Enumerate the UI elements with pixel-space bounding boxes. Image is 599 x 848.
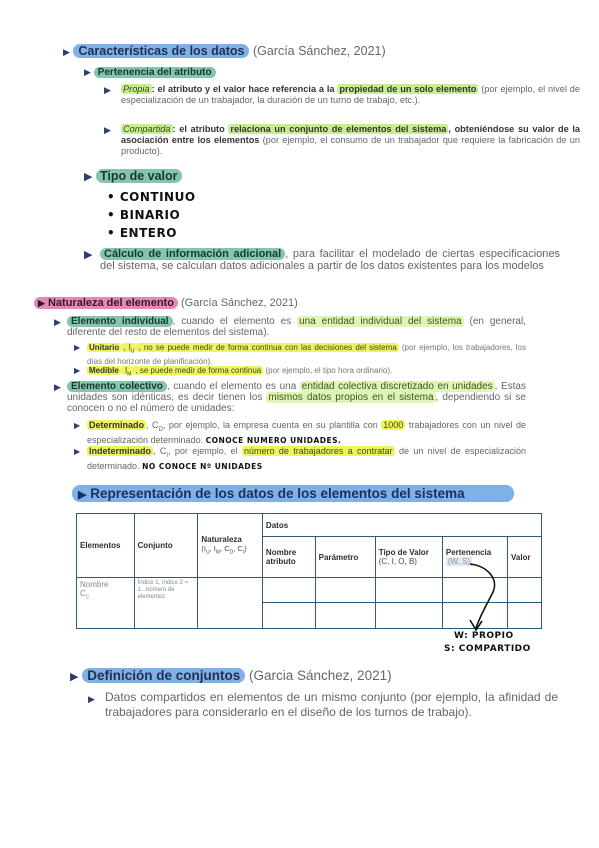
medible-term: Medible xyxy=(89,366,119,375)
section3-heading-text: Representación de los datos de los elementos del sistema xyxy=(90,486,465,501)
determinado-item xyxy=(74,420,526,446)
indeterminado-highlight: número de trabajadores a contratar xyxy=(244,446,393,456)
bullet-triangle-icon: ▶ xyxy=(74,366,81,375)
arrow-head xyxy=(470,620,482,630)
individual-text1: , cuando el elemento es xyxy=(172,316,298,327)
unitario-symbol: , $I_U$ xyxy=(123,343,135,355)
cell-empty xyxy=(315,603,375,629)
row-nombre: Nombre $C_C$ xyxy=(77,577,135,628)
compartida-item xyxy=(104,124,580,157)
medible-sub: M xyxy=(127,371,132,378)
col-valor: Valor xyxy=(508,537,542,577)
indeterminado-text2: de un nivel de especialización determinado. xyxy=(87,446,526,471)
colectivo-highlight2: mismos datos propios en el sistema xyxy=(268,392,434,403)
bullet-triangle-icon: ▶ xyxy=(54,317,61,327)
tipo-valor-heading-row xyxy=(84,169,182,183)
bullet-triangle-icon: ▶ xyxy=(38,298,45,308)
conjuntos-text: Datos compartidos en elementos de un mismo conjunto (por ejemplo, la afinidad de trabajadores para considerarlo en el diseño de los turnos de trabajo). xyxy=(105,690,558,719)
calculo-heading: Cálculo de información adicional xyxy=(100,248,285,260)
col-parametro: Parámetro xyxy=(315,537,375,577)
colectivo-item xyxy=(54,381,526,414)
cell-empty xyxy=(508,603,542,629)
handwritten-arrow xyxy=(440,560,510,635)
col-conjunto: Conjunto xyxy=(134,514,198,578)
medible-rest: (por ejemplo, el tipo hora ordinario). xyxy=(263,366,393,375)
individual-heading: Elemento individual xyxy=(67,316,173,327)
bullet-triangle-icon: ▶ xyxy=(84,249,93,261)
bullet-triangle-icon: ▶ xyxy=(70,671,79,683)
col-tipo-label: Tipo de Valor xyxy=(378,548,429,558)
medible-symbol: $I_M$ xyxy=(122,366,132,378)
medible-item xyxy=(74,366,526,380)
section3-heading-row xyxy=(72,485,514,503)
cell-empty xyxy=(262,603,315,629)
pertenencia-heading-row xyxy=(84,67,216,78)
bullet-triangle-icon: ▶ xyxy=(74,343,81,352)
individual-text2: (en general, diferente del resto de elementos del sistema). xyxy=(67,316,526,338)
col-naturaleza xyxy=(198,514,263,578)
tipo-valor-heading: Tipo de valor xyxy=(96,169,182,183)
section2-heading-text: Naturaleza del elemento xyxy=(47,297,174,309)
indeterminado-term: Indeterminado xyxy=(89,446,152,456)
unitario-rest: (por ejemplo, los trabajadores, los días del horizonte de planificación). xyxy=(87,343,527,367)
colectivo-highlight1: entidad colectiva discretizado en unidades xyxy=(301,381,493,392)
col-nombre-atributo: Nombre atributo xyxy=(262,537,315,577)
medible-highlight: , se puede medir de forma continua xyxy=(135,366,262,375)
determinado-symbol: , $C_D$ xyxy=(146,420,163,433)
colectivo-text2: . Estas unidades son idénticas, es decir tienen los xyxy=(67,381,526,403)
indeterminado-text: , por ejemplo, el xyxy=(168,446,243,456)
col-naturaleza-sub: ($I_U$, $I_M$, $C_D$, $C_I$) xyxy=(201,544,247,556)
row-conjunto: Índice 1, índice 2 = 1...número de elementos xyxy=(134,577,198,628)
handwritten-no-conoce: NO CONOCE Nº UNIDADES xyxy=(142,461,263,471)
propia-rest: (por ejemplo, el nivel de especialización de un trabajador, la duración de un turno de trabajo, etc.). xyxy=(121,84,580,105)
compartida-rest: (por ejemplo, el consumo de un trabajador que requiere la fabricación de un producto). xyxy=(121,135,580,156)
unitario-item xyxy=(74,343,526,367)
determinado-highlight: 1000 xyxy=(383,420,404,430)
calculo-text: , para facilitar el modelado de ciertas especificaciones del sistema, se calculan datos adicionales a partir de los datos existentes para los modelos xyxy=(100,248,560,272)
compartida-highlight: relaciona un conjunto de elementos del sistema xyxy=(230,124,447,134)
col-pertenencia-label: Pertenencia xyxy=(445,548,492,558)
compartida-bold2: , obteniéndose su valor de la asociación entre los elementos xyxy=(121,124,580,145)
cell-empty xyxy=(375,577,442,603)
section4-heading-row xyxy=(70,668,392,683)
section4-citation: (Garcia Sánchez, 2021) xyxy=(249,668,392,683)
individual-highlight: una entidad individual del sistema xyxy=(299,316,462,327)
colectivo-text1: , cuando el elemento es una xyxy=(166,381,300,392)
bullet-triangle-icon: ▶ xyxy=(78,489,87,501)
col-pertenencia-sub: (W, S) xyxy=(447,557,471,567)
bullet-triangle-icon: ▶ xyxy=(104,125,111,135)
determinado-text: , por ejemplo, la empresa cuenta en su plantilla con xyxy=(162,420,382,430)
compartida-term: Compartida xyxy=(123,124,171,134)
section1-citation: (García Sánchez, 2021) xyxy=(252,44,386,58)
propia-highlight: propiedad de un solo elemento xyxy=(339,84,477,94)
section1-heading-row xyxy=(63,44,386,58)
indeterminado-sub: I xyxy=(166,452,169,459)
section3-heading xyxy=(72,485,514,502)
handwritten-binario: • BINARIO xyxy=(107,208,181,222)
cell-empty xyxy=(375,603,442,629)
section4-heading: Definición de conjuntos xyxy=(82,668,245,683)
cell-empty xyxy=(262,577,315,603)
pertenencia-heading: Pertenencia del atributo xyxy=(94,67,216,78)
unitario-sub: U xyxy=(130,348,135,355)
handwritten-continuo: • CONTINUO xyxy=(107,190,196,204)
propia-item xyxy=(104,84,580,106)
unitario-highlight: , no se puede medir de forma continua con las decisiones del sistema xyxy=(138,343,397,352)
col-naturaleza-label: Naturaleza xyxy=(201,535,242,545)
determinado-term: Determinado xyxy=(89,420,145,430)
colectivo-text3: , dependiendo si se conocen o no el número de unidades: xyxy=(67,392,526,414)
cell-empty xyxy=(198,577,263,628)
section1-heading: Características de los datos xyxy=(73,44,249,58)
handwritten-w-propio: W: PROPIO xyxy=(454,631,514,641)
cell-empty xyxy=(508,577,542,603)
propia-bold: : el atributo y el valor hace referencia a la xyxy=(151,84,338,94)
handwritten-entero: • ENTERO xyxy=(107,226,177,240)
calculo-item xyxy=(84,248,560,272)
col-tipo-valor xyxy=(375,537,442,577)
bullet-triangle-icon: ▶ xyxy=(88,694,95,704)
determinado-sub: D xyxy=(158,426,163,433)
cell-empty xyxy=(315,577,375,603)
section2-heading-row xyxy=(34,297,298,309)
propia-term: Propia xyxy=(123,84,150,94)
col-datos: Datos xyxy=(262,514,541,537)
unitario-term: Unitario xyxy=(89,343,120,352)
determinado-text2: trabajadores con un nivel de especialización determinado. xyxy=(87,420,526,445)
compartida-bold1: : el atributo xyxy=(172,124,229,134)
bullet-triangle-icon: ▶ xyxy=(74,421,81,430)
arrow-path xyxy=(470,564,495,628)
handwritten-conoce: CONOCE NUMERO UNIDADES. xyxy=(205,435,342,445)
individual-item xyxy=(54,316,526,338)
bullet-triangle-icon: ▶ xyxy=(74,447,81,456)
bullet-triangle-icon: ▶ xyxy=(63,47,70,57)
bullet-triangle-icon: ▶ xyxy=(54,382,61,392)
col-tipo-sub: (C, I, O, B) xyxy=(378,557,417,567)
bullet-triangle-icon: ▶ xyxy=(84,171,93,183)
section2-heading xyxy=(34,297,178,309)
handwritten-s-compartido: S: COMPARTIDO xyxy=(444,644,531,654)
section2-citation: (García Sánchez, 2021) xyxy=(180,297,298,309)
conjuntos-item xyxy=(88,690,558,720)
colectivo-heading: Elemento colectivo xyxy=(67,381,167,392)
indeterminado-item xyxy=(74,446,526,472)
col-elementos: Elementos xyxy=(77,514,135,578)
indeterminado-symbol: , $C_I$ xyxy=(153,446,169,459)
bullet-triangle-icon: ▶ xyxy=(104,85,111,95)
bullet-triangle-icon: ▶ xyxy=(84,67,91,77)
